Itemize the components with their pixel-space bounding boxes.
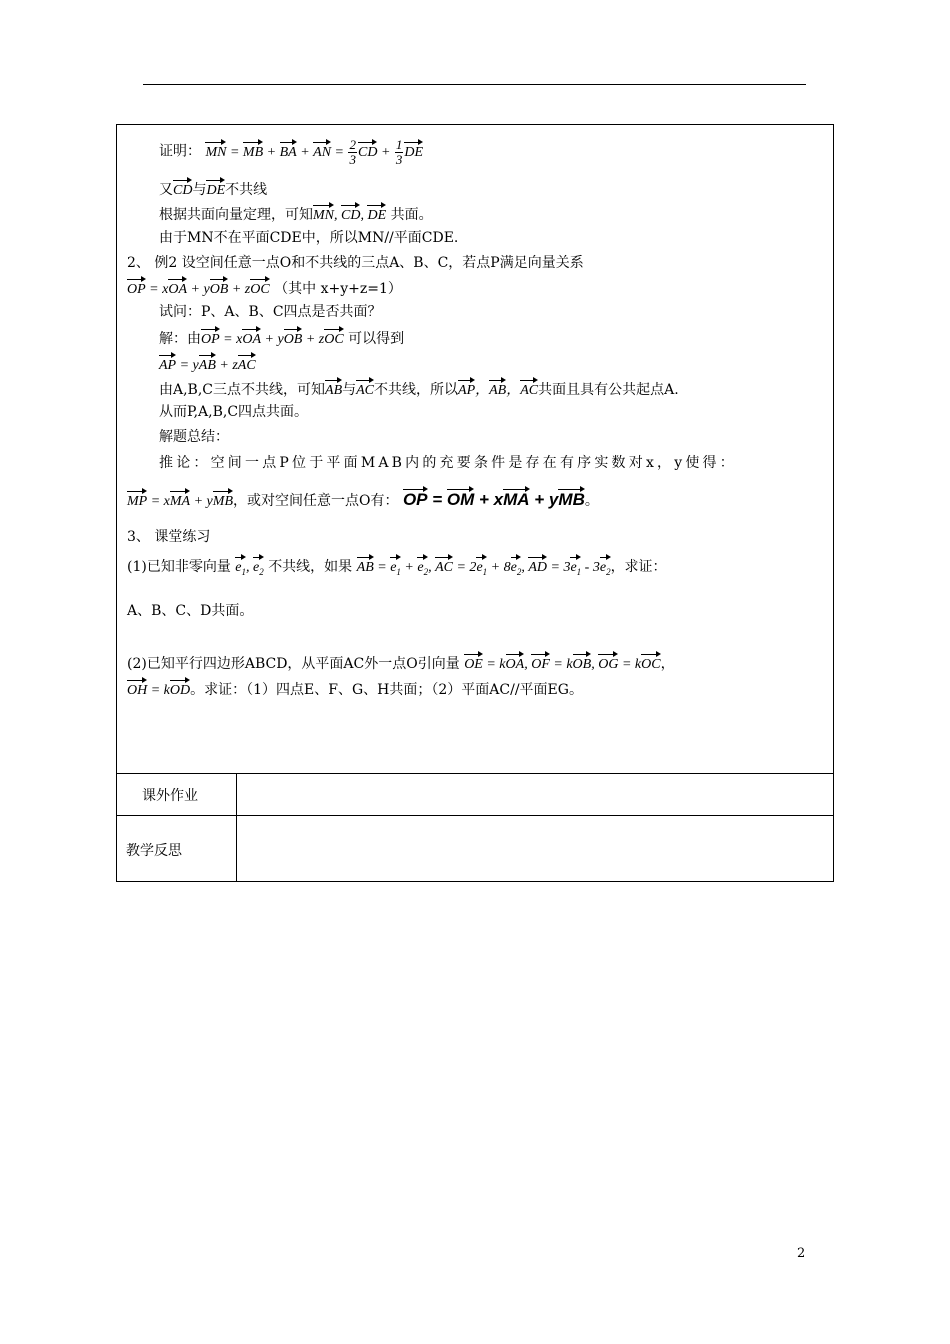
practice-title: 3、 课堂练习 [127, 529, 211, 545]
practice-q2: (2)已知平行四边形ABCD，从平面AC外一点O引向量 OE = kOA, OF = kOB, OG = kOC， [127, 651, 675, 675]
practice-q2-end: OH = kOD。求证：（1）四点E、F、G、H共面；（2）平面AC//平面EG。 [127, 677, 583, 701]
parallel-line: 由于MN不在平面CDE中，所以MN//平面CDE. [159, 230, 459, 246]
noncollinear-conclusion: 由A,B,C三点不共线，可知AB与AC不共线，所以AP，AB，AC共面且具有公共起点A. [159, 377, 679, 401]
question-line: 试问：P、A、B、C四点是否共面？ [159, 304, 382, 320]
noncollinear-line: 又CD与DE不共线 [159, 177, 267, 201]
page-number: 2 [797, 1246, 806, 1261]
corollary-formula: MP = xMA + yMB，或对空间任意一点O有： OP = OM + xMA + yMB。 [127, 486, 599, 512]
table-divider [116, 815, 834, 816]
summary-line: 解题总结： [159, 429, 229, 445]
solution-line: 解：由OP = xOA + yOB + zOC 可以得到 [159, 326, 404, 350]
homework-label: 课外作业 [142, 788, 198, 804]
reflection-label: 教学反思 [126, 843, 182, 859]
example2-condition: OP = xOA + yOB + zOC （其中 x+y+z=1） [127, 276, 402, 300]
coplanar-line: 根据共面向量定理，可知MN, CD, DE 共面。 [159, 202, 433, 226]
proof-line: 证明： MN = MB + BA + AN = $\frac{2}{3}$ CD + $\frac{1}{3}$ DE [159, 137, 424, 167]
corollary-line: 推论：空间一点P位于平面MAB内的充要条件是存在有序实数对x，y使得： [159, 455, 737, 471]
ap-equation: AP = yAB + zAC [159, 352, 256, 376]
header-rule [143, 84, 806, 85]
example2-line: 2、 例2 设空间任意一点O和不共线的三点A、B、C，若点P满足向量关系 [127, 255, 584, 271]
conclusion-line: 从而P,A,B,C四点共面。 [159, 404, 309, 420]
table-divider [116, 773, 834, 774]
table-column-divider [236, 773, 237, 882]
practice-q1: (1)已知非零向量 $e_1$, $e_2$ 不共线，如果 AB = $e_1 + e_2$, AC = $2e_1 + 8e_2$, AD = $3e_1 - 3e_2$，求证： [127, 554, 667, 582]
practice-q1-end: A、B、C、D共面。 [127, 603, 254, 619]
